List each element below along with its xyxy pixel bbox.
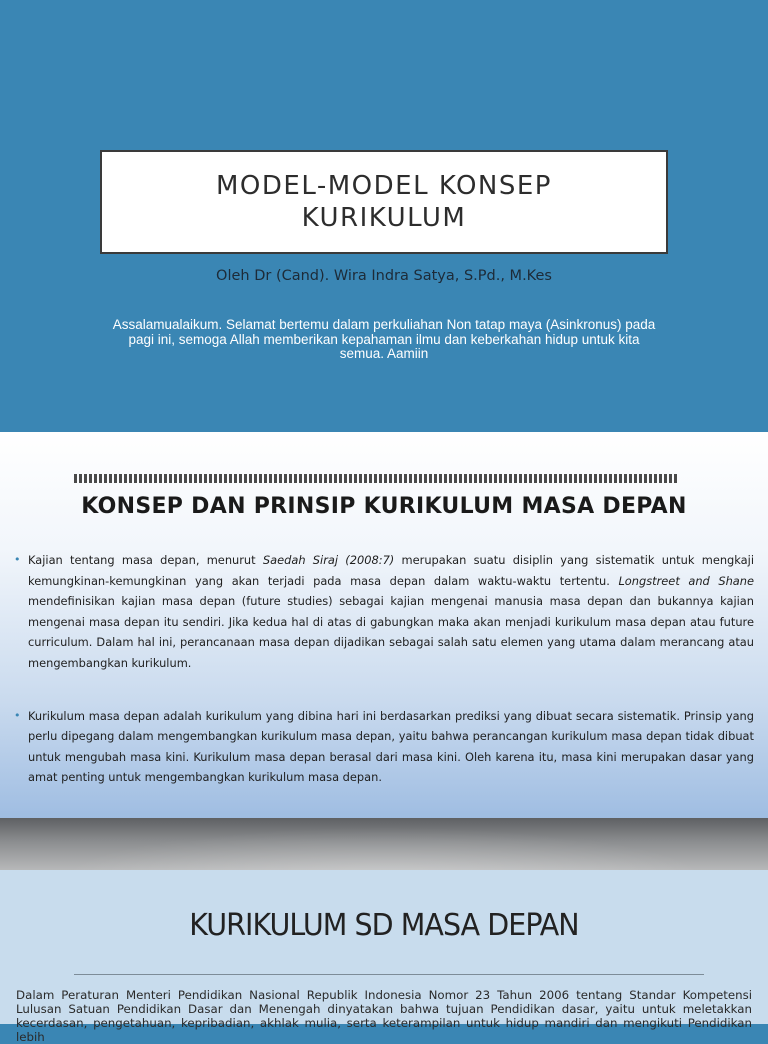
citation: Longstreet and Shane	[618, 573, 754, 588]
slide-heading: KONSEP DAN PRINSIP KURIKULUM MASA DEPAN	[81, 494, 687, 519]
bullet-list	[14, 550, 754, 820]
body-text: Dalam Peraturan Menteri Pendidikan Nasional Republik Indonesia Nomor 23 Tahun 2006 tentang Standar Kompetensi Lulusan Satuan Pendidikan Dasar dan Menengah dinyatakan bahwa tujuan Pendidikan dasar, yaitu untuk meletakkan kecerdasan, pengetahuan, kepribadian, akhlak mulia, serta keterampilan untuk hidup mandiri dan mengikuti Pendidikan lebih	[16, 988, 752, 1044]
slide-heading: KURIKULUM SD MASA DEPAN	[189, 908, 579, 943]
bullet-text: merupakan suatu disiplin yang sistematik untuk mengkaji kemungkinan-kemungkinan yang akan terjadi pada masa depan dalam waktu-waktu tertentu.	[28, 553, 754, 588]
slide-konsep	[0, 432, 768, 818]
bullet-text: Kajian tentang masa depan, menurut	[28, 553, 263, 567]
title-box	[100, 150, 668, 254]
bullet-text: Kurikulum masa depan adalah kurikulum yang dibina hari ini berdasarkan prediksi yang dibuat secara sistematik. Prinsip yang perlu dipegang dalam mengembangkan kurikulum masa depan, yaitu bahwa perancangan kurikulum masa depan tidak dibuat untuk mengubah masa kini. Kurikulum masa depan berasal dari masa kini. Oleh karena itu, masa kini merupakan dasar yang amat penting untuk mengembangkan kurikulum masa depan.	[28, 708, 754, 785]
bullet-text: mendefinisikan kajian masa depan (future studies) sebagai kajian mengenai manusia masa depan dan bukannya kajian mengenai masa depan itu sendiri. Jika kedua hal di atas di gabungkan maka akan menjadi kurikulum masa depan atau future curriculum. Dalam hal ini, perancanaan masa depan dijadikan sebagai salah satu elemen yang utama dalam merancang atau mengembangkan kurikulum.	[28, 594, 754, 670]
decorative-stripe	[74, 474, 677, 483]
bullet-icon: •	[14, 553, 21, 566]
divider	[74, 974, 704, 975]
citation: Saedah Siraj (2008:7)	[262, 553, 395, 567]
bullet-item	[14, 550, 754, 674]
bullet-item	[14, 706, 754, 788]
greeting-text: Assalamualaikum. Selamat bertemu dalam perkuliahan Non tatap maya (Asinkronus) pada pagi ini, semoga Allah memberikan kepahaman ilmu dan keberkahan hidup untuk kita semua. Aamiin	[112, 317, 656, 361]
slide-kurikulum-sd	[0, 870, 768, 1044]
presentation-title: MODEL-MODEL KONSEP KURIKULUM	[215, 171, 552, 233]
slide-background-texture	[0, 818, 768, 870]
slide-title	[0, 0, 768, 432]
bullet-icon: •	[14, 708, 21, 722]
author-line: Oleh Dr (Cand). Wira Indra Satya, S.Pd., M.Kes	[216, 268, 552, 284]
